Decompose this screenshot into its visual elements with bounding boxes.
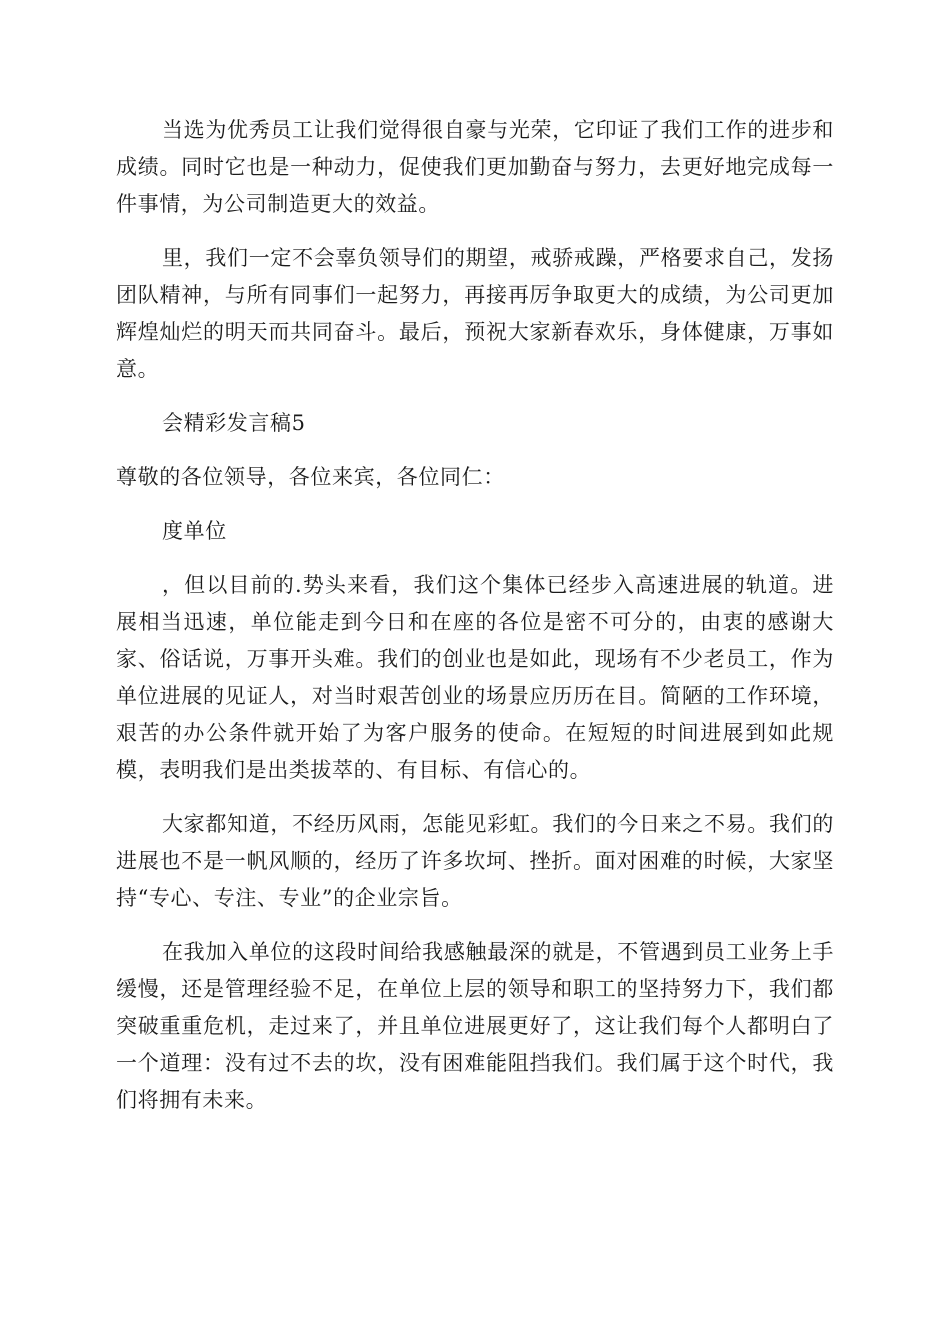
paragraph-4: ，但以目前的.势头来看，我们这个集体已经步入高速进展的轨道。进展相当迅速，单位能走到今日和在座的各位是密不可分的，由衷的感谢大家、俗话说，万事开头难。我们的创业也是如此，现场有不少老员工，作为单位进展的见证人，对当时艰苦创业的场景应历历在目。简陋的工作环境，艰苦的办公条件就开始了为客户服务的使命。在短短的时间进展到如此规模，表明我们是出类拔萃的、有目标、有信心的。 [116, 573, 834, 782]
section-heading: 会精彩发言稿5 [162, 411, 306, 435]
salutation: 尊敬的各位领导，各位来宾，各位同仁： [116, 465, 505, 489]
paragraph-2: 里，我们一定不会辜负领导们的期望，戒骄戒躁，严格要求自己，发扬团队精神，与所有同事们一起努力，再接再厉争取更大的成绩，为公司更加辉煌灿烂的明天而共同奋斗。最后，预祝大家新春欢乐，身体健康，万事如意。 [116, 246, 834, 381]
paragraph-3: 度单位 [162, 519, 227, 543]
paragraph-6: 在我加入单位的这段时间给我感触最深的就是，不管遇到员工业务上手缓慢，还是管理经验不足，在单位上层的领导和职工的坚持努力下，我们都突破重重危机，走过来了，并且单位进展更好了，这让我们每个人都明白了一个道理：没有过不去的坎，没有困难能阻挡我们。我们属于这个时代，我们将拥有未来。 [116, 940, 834, 1112]
document-page [116, 112, 834, 1136]
paragraph-1: 当选为优秀员工让我们觉得很自豪与光荣，它印证了我们工作的进步和成绩。同时它也是一种动力，促使我们更加勤奋与努力，去更好地完成每一件事情，为公司制造更大的效益。 [116, 118, 834, 216]
paragraph-5: 大家都知道，不经历风雨，怎能见彩虹。我们的今日来之不易。我们的进展也不是一帆风顺的，经历了许多坎坷、挫折。面对困难的时候，大家坚持“专心、专注、专业”的企业宗旨。 [116, 812, 834, 910]
